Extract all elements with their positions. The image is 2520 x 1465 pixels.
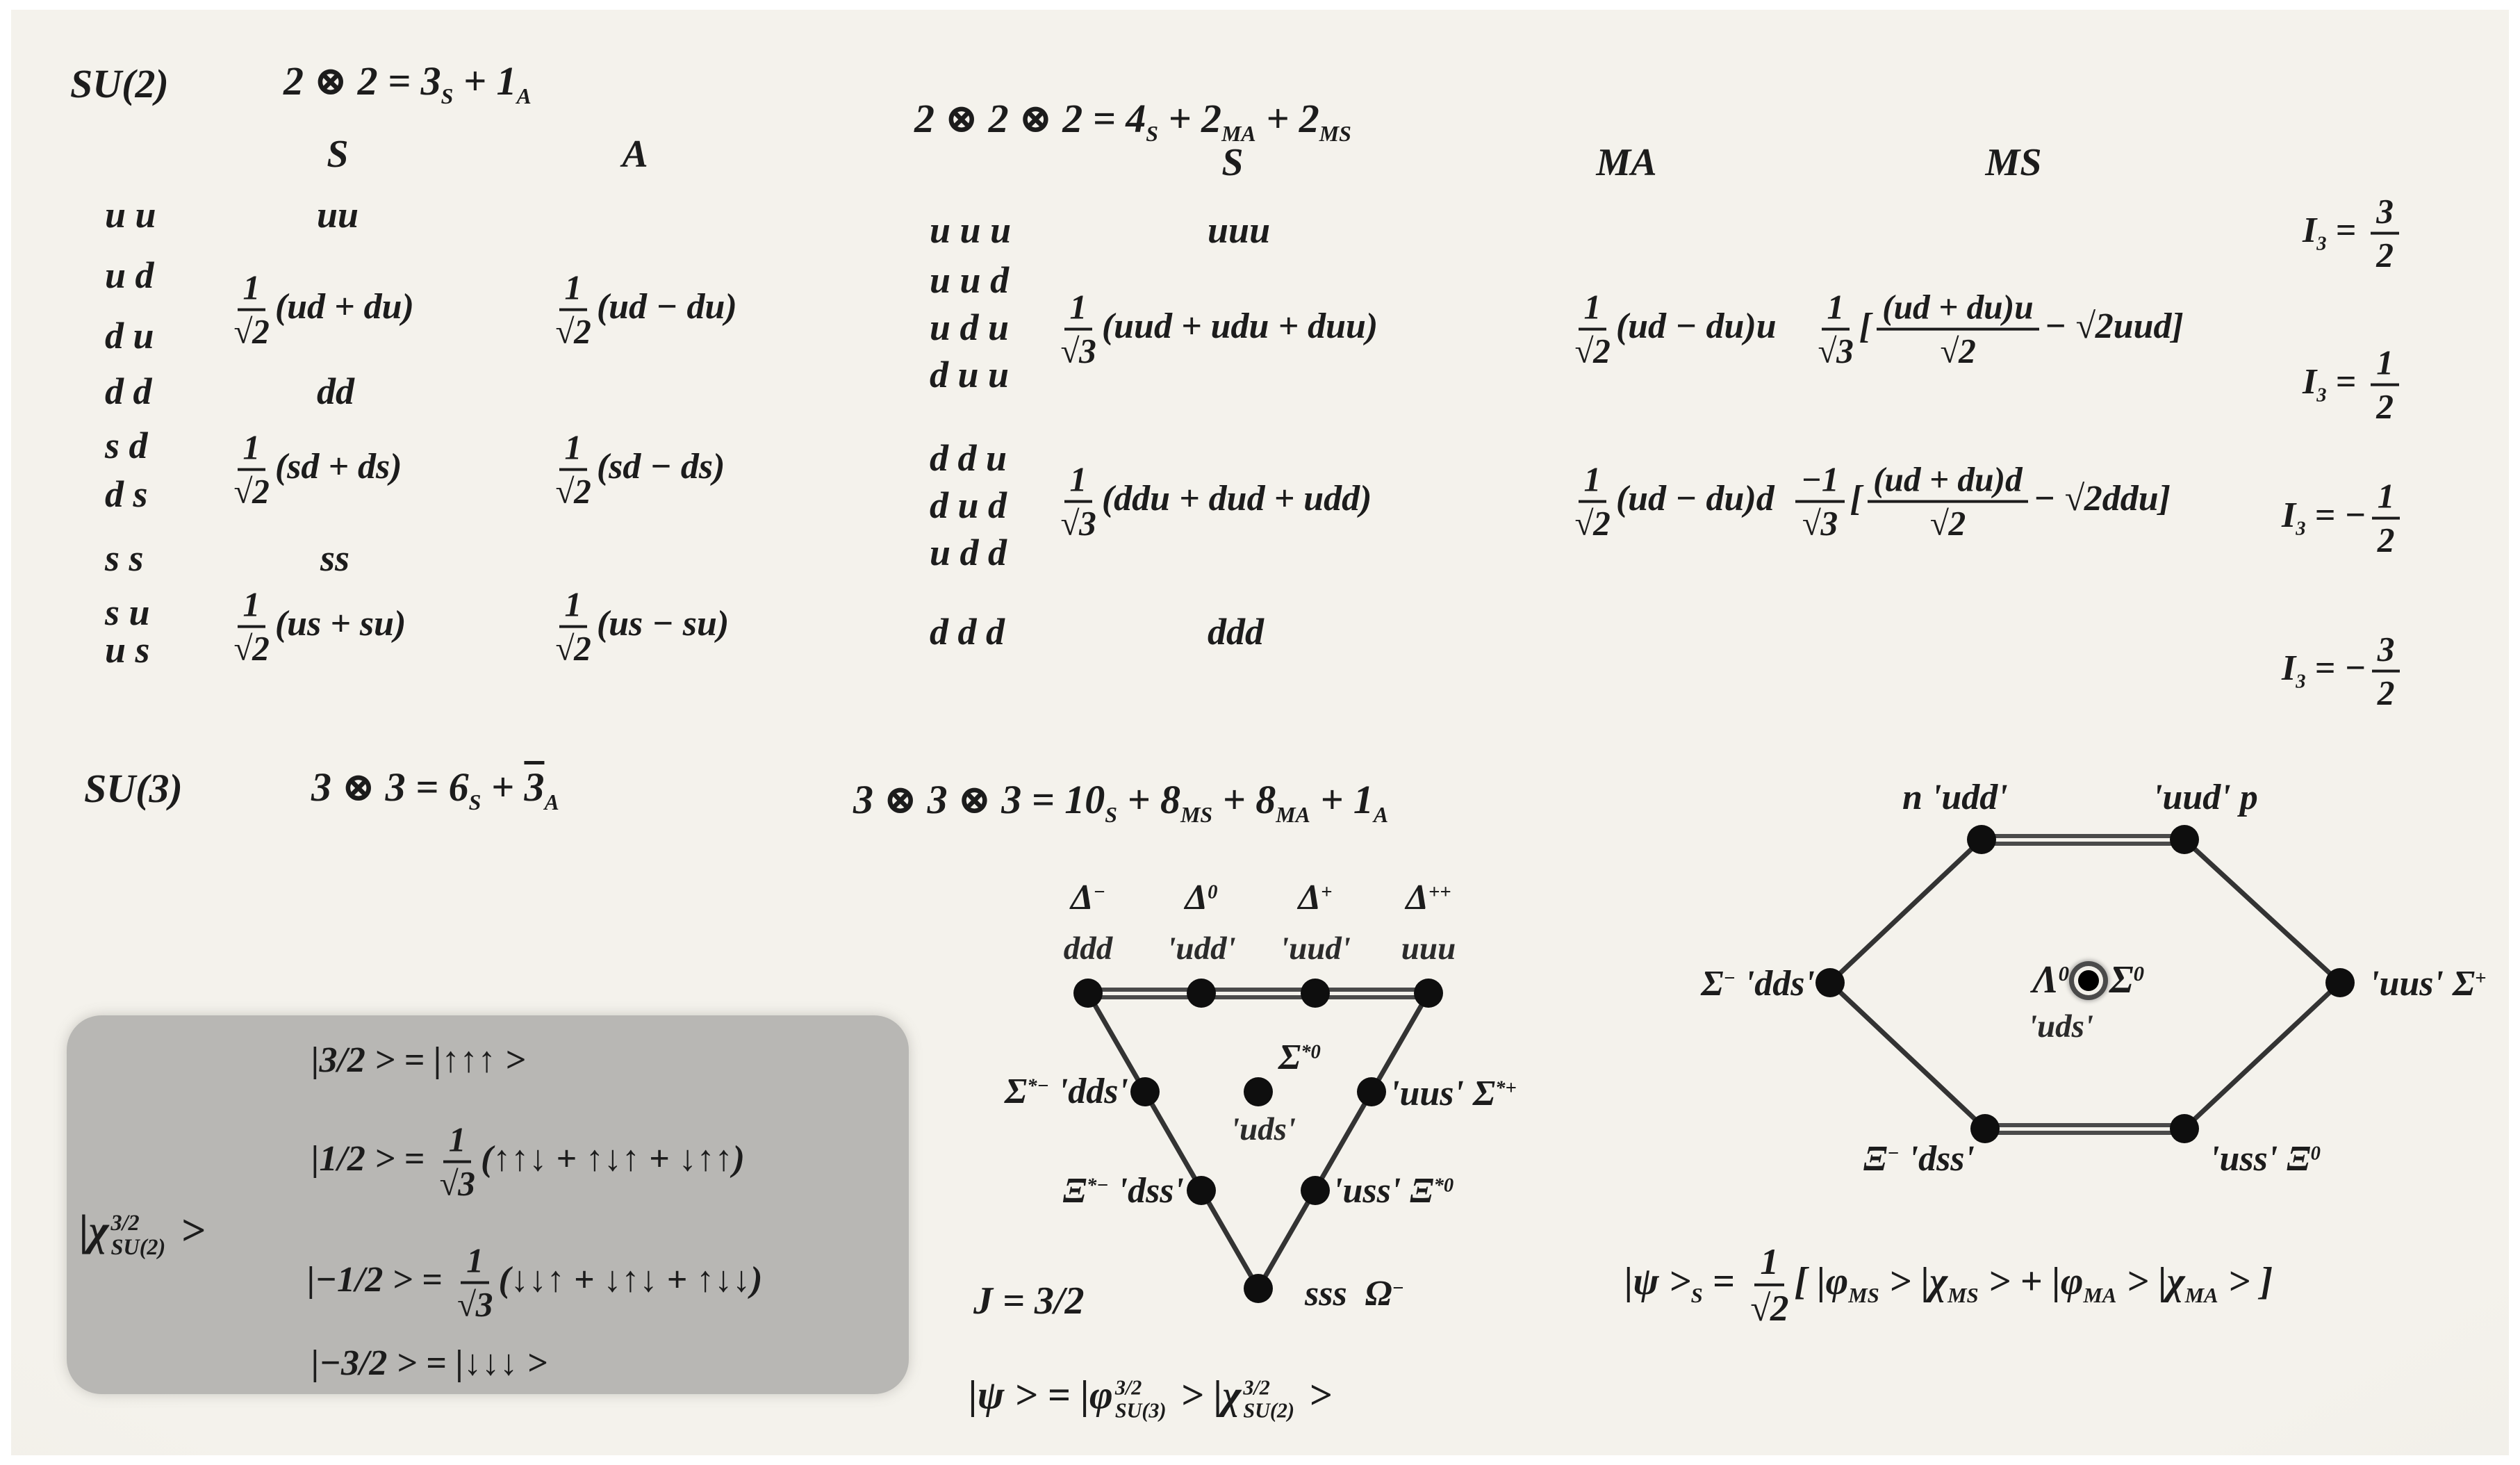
su2-value-uu: uu xyxy=(317,194,359,236)
su3-label: SU(3) xyxy=(84,766,183,811)
su2-triple-row-label: u u d xyxy=(930,259,1010,301)
psi-wavefunction-equation: |ψ > = |φ 3/2 SU(3) > |χ 3/2 SU(2) > xyxy=(969,1372,1332,1423)
su2-value-dd: dd xyxy=(317,370,354,412)
su2-row-label: d d xyxy=(105,370,152,412)
isospin-value-neg-1-2: $I_3$ = − $\frac{1}{2}$ xyxy=(2282,480,2405,558)
octet-node-xi-zero xyxy=(2170,1114,2199,1143)
neutron-label: n 'udd' xyxy=(1902,778,2008,817)
su2-triple-row-label: d d d xyxy=(930,611,1005,653)
sigma-star-zero-label: $\Sigma^{*0}$ xyxy=(1278,1038,1321,1077)
delta-minus-label: Δ− xyxy=(1071,878,1105,917)
su2-row-label: s s xyxy=(105,537,144,579)
su2-symmetric-us: $\frac{1}{√2}$ (us + su) xyxy=(233,585,406,668)
decuplet-quarks-udd: 'udd' xyxy=(1167,931,1236,967)
su2-triple-row-label: d u d xyxy=(930,484,1007,526)
su2-triple-value-uuu: uuu xyxy=(1208,209,1271,251)
sigma-minus-label: Σ− 'dds' xyxy=(1701,964,1815,1004)
delta-plusplus-label: Δ++ xyxy=(1406,878,1451,917)
xi-zero-label: 'uss' $\Xi^0$ xyxy=(2209,1139,2321,1179)
octet-node-p xyxy=(2170,825,2199,854)
su3-triple-equation: 3 ⊗ 3 ⊗ $3 = 10_S + 8_{MS} + 8_{MA} + 1_A$ xyxy=(853,777,1389,827)
su2-row-label: d u xyxy=(105,315,154,357)
su2-value-ss: ss xyxy=(320,537,350,579)
su2-equation: 2 ⊗ $2 = 3_S + 1_A$ xyxy=(283,58,532,108)
su2-triple-ma-row2: $\frac{1}{√2}$ (ud − du)u xyxy=(1574,288,1777,370)
octet-node-xi-minus xyxy=(1970,1114,2000,1143)
sigma-plus-label: 'uus' Σ+ xyxy=(2369,964,2487,1004)
decuplet-node-dds xyxy=(1130,1077,1160,1106)
sigma-star-minus-label: Σ*− 'dds' xyxy=(1005,1072,1128,1111)
spin-state-neg-3-2: |−3/2 > = |↓↓↓ > xyxy=(311,1343,547,1383)
su2-triple-symmetric-row3: $\frac{1}{√3}$ (ddu + dud + udd) xyxy=(1060,460,1372,543)
decuplet-quarks-ddd: ddd xyxy=(1063,931,1113,967)
decuplet-node-udd xyxy=(1187,979,1216,1008)
su2-triple-row-label: d u u xyxy=(930,354,1010,395)
su2-triple-row-label: u d d xyxy=(930,532,1007,573)
decuplet-node-sss xyxy=(1244,1274,1273,1303)
decuplet-quarks-uds: 'uds' xyxy=(1230,1111,1296,1147)
isospin-value-1-2: $I_3$ = $\frac{1}{2}$ xyxy=(2303,346,2405,425)
spin-state-1-2: |1/2 > = $\frac{1}{√3}$ (↑↑↓ + ↑↓↑ + ↓↑↑) xyxy=(311,1120,745,1203)
chi-su2-ket-label: |χ 3/2 SU(2) > xyxy=(79,1207,206,1259)
xi-star-zero-label: 'uss' $\Xi^{*0}$ xyxy=(1333,1171,1454,1211)
sigma-star-plus-label: 'uus' Σ*+ xyxy=(1390,1074,1517,1113)
su2-label: SU(2) xyxy=(70,61,169,106)
su2-triple-col-header-ms: MS xyxy=(1985,141,2042,184)
decuplet-quarks-uuu: uuu xyxy=(1401,931,1456,967)
su2-row-label: u d xyxy=(105,254,154,296)
spin-state-neg-1-2: |−1/2 > = $\frac{1}{√3}$ (↓↓↑ + ↓↑↓ + ↑↓↓) xyxy=(307,1241,763,1324)
su2-triple-row-label: u u u xyxy=(930,209,1012,251)
su3-equation: 3 ⊗ $3 = 6_S + 3_A$ xyxy=(311,764,559,815)
su2-symmetric-ud: $\frac{1}{√2}$ (ud + du) xyxy=(233,268,414,351)
su2-triple-symmetric-row2: $\frac{1}{√3}$ (uud + udu + duu) xyxy=(1060,288,1378,370)
decuplet-quarks-uud: 'uud' xyxy=(1280,931,1351,967)
su2-row-label: u s xyxy=(105,629,150,671)
decuplet-node-uud xyxy=(1301,979,1330,1008)
su2-triple-row-label: u d u xyxy=(930,306,1010,348)
su2-row-label: s u xyxy=(105,591,150,633)
xi-star-minus-label: Ξ*− 'dss' xyxy=(1062,1171,1184,1211)
octet-node-n xyxy=(1967,825,1996,854)
decuplet-node-uss xyxy=(1301,1176,1330,1205)
decuplet-node-dss xyxy=(1187,1176,1216,1205)
slide-background xyxy=(11,10,2509,1455)
su2-row-label: u u xyxy=(105,194,156,236)
octet-center-node xyxy=(2078,970,2099,991)
su2-symmetric-sd: $\frac{1}{√2}$ (sd + ds) xyxy=(233,428,402,511)
isospin-value-neg-3-2: $I_3$ = − $\frac{3}{2}$ xyxy=(2282,632,2405,711)
j-spin-label: J = 3/2 xyxy=(973,1279,1085,1323)
decuplet-node-uus xyxy=(1357,1077,1386,1106)
proton-label: 'uud' p xyxy=(2152,778,2258,817)
su2-antisymmetric-sd: $\frac{1}{√2}$ (sd − ds) xyxy=(555,428,725,511)
octet-node-sigma-plus xyxy=(2325,968,2355,997)
su2-triple-row-label: d d u xyxy=(930,437,1007,479)
su2-row-label: s d xyxy=(105,425,148,466)
psi-symmetric-equation: $|\psi >_S$ = $\frac{1}{√2}$ [ $|\varphi_{MS} > |\chi_{MS}$ > + $|\varphi_{MA} > |\chi_{MA}$ > ] xyxy=(1624,1241,2273,1329)
isospin-value-3-2: $I_3$ = $\frac{3}{2}$ xyxy=(2303,195,2405,273)
su2-triple-equation: 2 ⊗ 2 ⊗ $2 = 4_S + 2_{MA} + 2_{MS}$ xyxy=(914,96,1351,146)
su2-triple-ms-row3: $\frac{-1}{√3}$ [ $\frac{(ud + du)d}{√2}$ − √2ddu] xyxy=(1790,463,2171,541)
su2-triple-value-ddd: ddd xyxy=(1208,611,1264,653)
xi-minus-label: Ξ− 'dss' xyxy=(1863,1139,1975,1179)
su2-col-header-a: A xyxy=(622,133,648,176)
delta-zero-label: $\Delta^0$ xyxy=(1185,878,1218,917)
su2-triple-ma-row3: $\frac{1}{√2}$ (ud − du)d xyxy=(1574,460,1774,543)
su2-triple-col-header-s: S xyxy=(1221,141,1244,184)
su2-col-header-s: S xyxy=(327,133,349,176)
lambda-zero-label: $\Lambda^0$ xyxy=(2032,958,2069,1001)
su2-row-label: d s xyxy=(105,473,148,515)
delta-plus-label: Δ+ xyxy=(1298,878,1333,917)
octet-node-sigma-minus xyxy=(1815,968,1845,997)
decuplet-node-uds xyxy=(1244,1077,1273,1106)
su2-triple-ms-row2: $\frac{1}{√3}$ [ $\frac{(ud + du)u}{√2}$ − √2uud] xyxy=(1818,288,2184,370)
omega-minus-label: sss Ω− xyxy=(1305,1274,1404,1313)
spin-state-3-2: |3/2 > = |↑↑↑ > xyxy=(311,1040,526,1080)
decuplet-node-ddd xyxy=(1073,979,1103,1008)
octet-quarks-uds: 'uds' xyxy=(2027,1008,2094,1045)
su2-triple-col-header-ma: MA xyxy=(1596,141,1657,184)
sigma-zero-label: $\Sigma^0$ xyxy=(2109,958,2145,1001)
decuplet-node-uuu xyxy=(1414,979,1443,1008)
su2-antisymmetric-ud: $\frac{1}{√2}$ (ud − du) xyxy=(555,268,737,351)
su2-antisymmetric-us: $\frac{1}{√2}$ (us − su) xyxy=(555,585,730,668)
